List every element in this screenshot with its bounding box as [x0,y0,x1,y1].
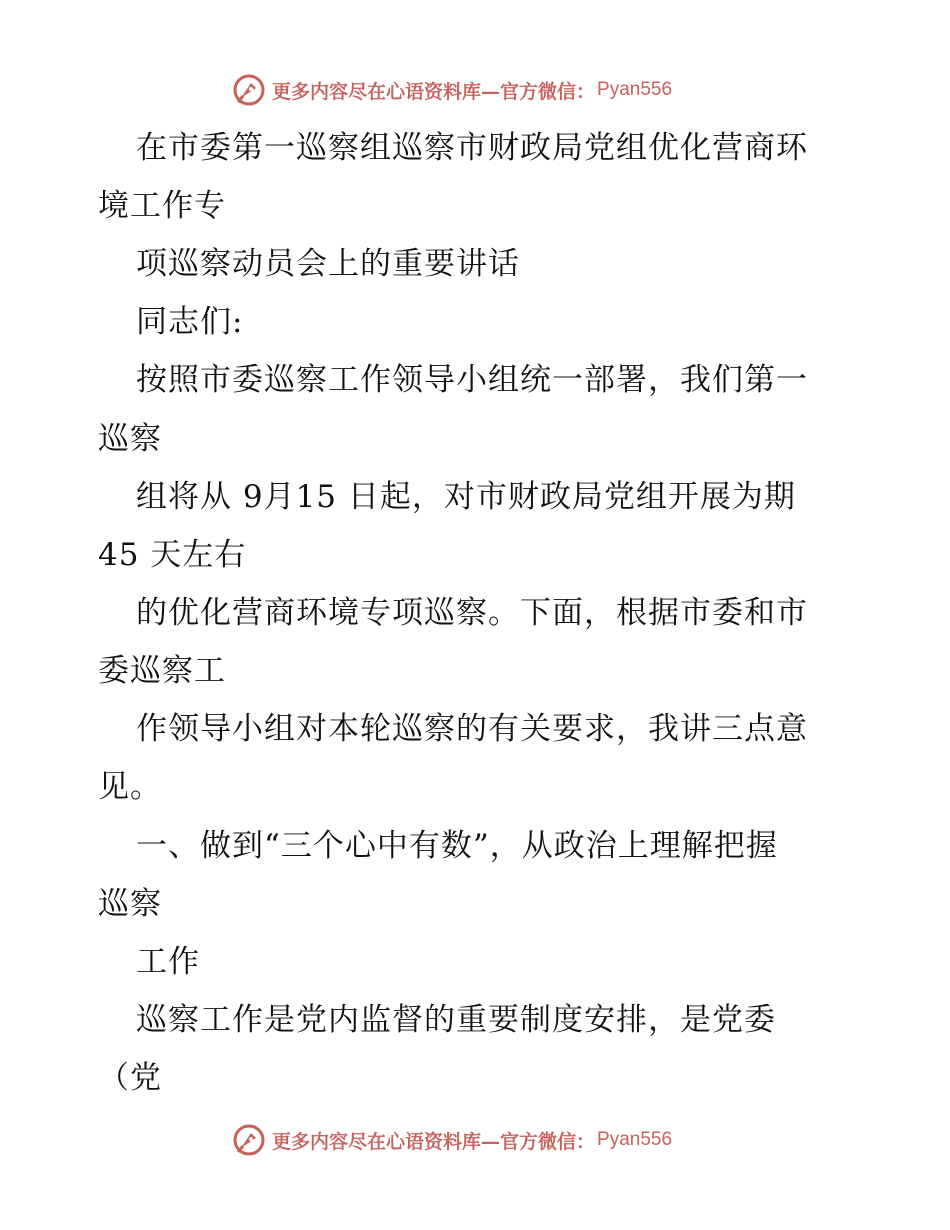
document-line: 项巡察动员会上的重要讲话 [136,246,520,282]
document-line: 巡察 [98,886,162,922]
document-line: 见。 [98,769,162,805]
document-line: 委巡察工 [98,653,226,689]
document-line: 境工作专 [98,188,226,224]
document-line: 一、做到“三个心中有数”，从政治上理解把握 [136,828,778,864]
watermark-text: 更多内容尽在心语资料库—官方微信： [272,1130,596,1153]
document-line: 同志们: [136,304,244,340]
document-line: 巡察 [98,421,162,457]
watermark-text: 更多内容尽在心语资料库—官方微信： [272,80,596,103]
watermark-banner-top [232,70,672,110]
watermark-wechat-id: Pyan556 [597,79,673,100]
document-line: 按照市委巡察工作领导小组统一部署，我们第一 [136,362,808,398]
document-line: 巡察工作是党内监督的重要制度安排，是党委 [136,1002,776,1038]
document-line: 工作 [136,944,200,980]
document-line: 在市委第一巡察组巡察市财政局党组优化营商环 [136,130,808,166]
document-line: 45 天左右 [98,537,247,573]
document-line: （党 [98,1060,162,1096]
pen-nib-logo [232,73,266,107]
document-line: 的优化营商环境专项巡察。下面，根据市委和市 [136,595,808,631]
document-line: 作领导小组对本轮巡察的有关要求，我讲三点意 [136,711,808,747]
watermark-wechat-id: Pyan556 [597,1129,673,1150]
document-line: 组将从 9月15 日起，对市财政局党组开展为期 [136,479,796,515]
watermark-banner-bottom [232,1120,672,1160]
pen-nib-logo [232,1123,266,1157]
